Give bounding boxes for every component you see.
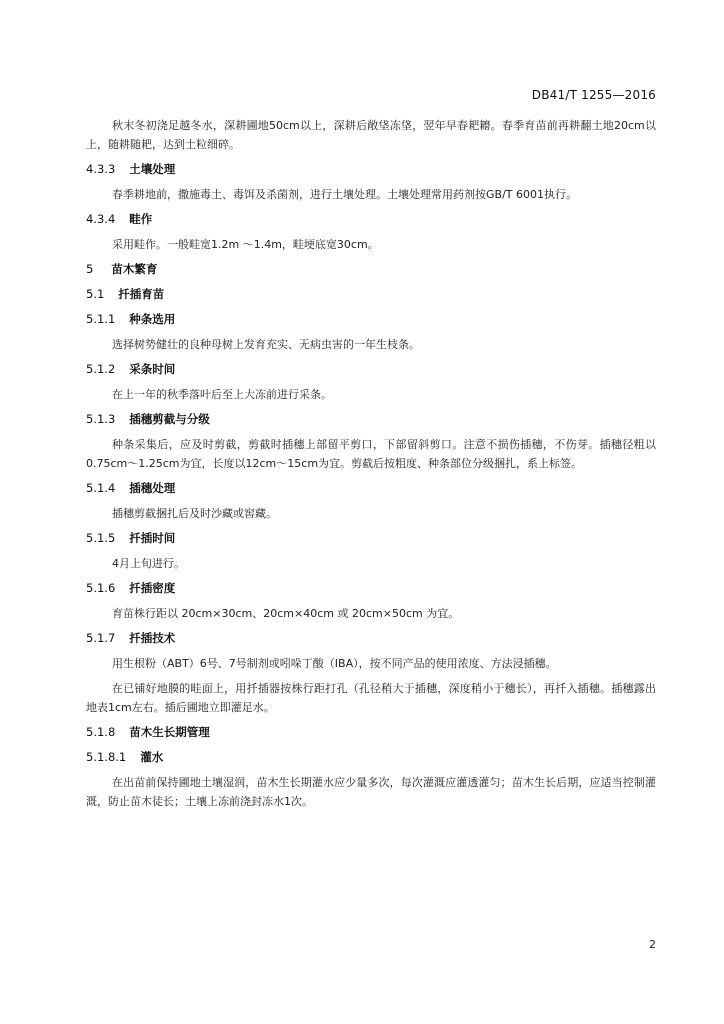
section-heading	[86, 310, 656, 329]
body-paragraph: 在上一年的秋季落叶后至上大冻前进行采条。	[112, 388, 332, 401]
section-number: 5.1.7	[86, 631, 116, 645]
body-paragraph: 在出苗前保持圃地土壤湿润，苗木生长期灌水应少量多次，每次灌溉应灌透灌匀；苗木生长后期，应适当控制灌溉，防止苗木徒长；土壤上冻前浇封冻水1次。	[86, 776, 656, 808]
section-number: 5.1.4	[86, 481, 116, 495]
body-paragraph: 4月上旬进行。	[112, 557, 185, 570]
section-number: 4.3.3	[86, 162, 116, 176]
body-paragraph: 育苗株行距以 20cm×30cm、20cm×40cm 或 20cm×50cm 为宜。	[112, 607, 460, 620]
section-number: 5.1.5	[86, 531, 116, 545]
section-number: 5.1.6	[86, 581, 116, 595]
section-title: 灌水	[140, 750, 164, 764]
section-number: 5.1.2	[86, 362, 116, 376]
standard-code: DB41/T 1255—2016	[531, 88, 656, 102]
section-title: 苗木生长期管理	[129, 725, 210, 739]
body-paragraph: 在已铺好地膜的畦面上，用扦插器按株行距打孔（孔径稍大于插穗，深度稍小于穗长），再扦入插穗。插穗露出地表1cm左右。插后圃地立即灌足水。	[86, 682, 656, 714]
body-paragraph: 插穗剪截捆扎后及时沙藏或窖藏。	[112, 507, 277, 520]
section-number: 5.1.8	[86, 725, 116, 739]
body-paragraph: 选择树势健壮的良种母树上发育充实、无病虫害的一年生枝条。	[112, 338, 420, 351]
section-number: 5.1.3	[86, 412, 116, 426]
section-heading	[86, 479, 656, 498]
section-heading	[86, 529, 656, 548]
section-title: 扦插时间	[129, 531, 176, 545]
section-heading	[86, 260, 656, 279]
section-number: 5	[86, 262, 94, 276]
section-title: 畦作	[129, 212, 153, 226]
section-title: 扦插技术	[129, 631, 176, 645]
section-number: 5.1.8.1	[86, 750, 127, 764]
section-title: 采条时间	[129, 362, 176, 376]
section-heading	[86, 160, 656, 179]
section-heading	[86, 410, 656, 429]
section-number: 5.1.1	[86, 312, 116, 326]
document-body	[86, 116, 656, 817]
section-heading	[86, 360, 656, 379]
section-title: 苗木繁育	[111, 262, 158, 276]
section-heading	[86, 285, 656, 304]
body-paragraph: 春季耕地前，撒施毒土、毒饵及杀菌剂，进行土壤处理。土壤处理常用药剂按GB/T 6001执行。	[112, 188, 577, 201]
section-title: 扦插育苗	[118, 287, 165, 301]
section-number: 5.1	[86, 287, 105, 301]
body-paragraph: 用生根粉（ABT）6号、7号制剂或吲哚丁酸（IBA），按不同产品的使用浓度、方法浸插穗。	[112, 657, 557, 670]
section-heading	[86, 723, 656, 742]
section-title: 种条选用	[129, 312, 176, 326]
section-number: 4.3.4	[86, 212, 116, 226]
section-title: 插穗处理	[129, 481, 176, 495]
body-paragraph: 种条采集后，应及时剪截，剪截时插穗上部留平剪口，下部留斜剪口。注意不损伤插穗，不伤芽。插穗径粗以0.75cm～1.25cm为宜，长度以12cm～15cm为宜。剪截后按粗度、种条部位分级捆扎，系上标签。	[86, 438, 656, 470]
body-paragraph: 秋末冬初浇足越冬水，深耕圃地50cm以上，深耕后敞垡冻垡，翌年早春耙耱。春季育苗前再耕翻土地20cm以上，随耕随耙，达到土粒细碎。	[86, 119, 656, 151]
body-paragraph: 采用畦作。一般畦宽1.2m ～1.4m，畦埂底宽30cm。	[112, 238, 379, 251]
section-heading	[86, 210, 656, 229]
section-title: 扦插密度	[129, 581, 176, 595]
section-title: 插穗剪截与分级	[129, 412, 210, 426]
section-heading	[86, 579, 656, 598]
section-heading	[86, 748, 656, 767]
page-number: 2	[649, 938, 656, 951]
section-title: 土壤处理	[129, 162, 176, 176]
section-heading	[86, 629, 656, 648]
